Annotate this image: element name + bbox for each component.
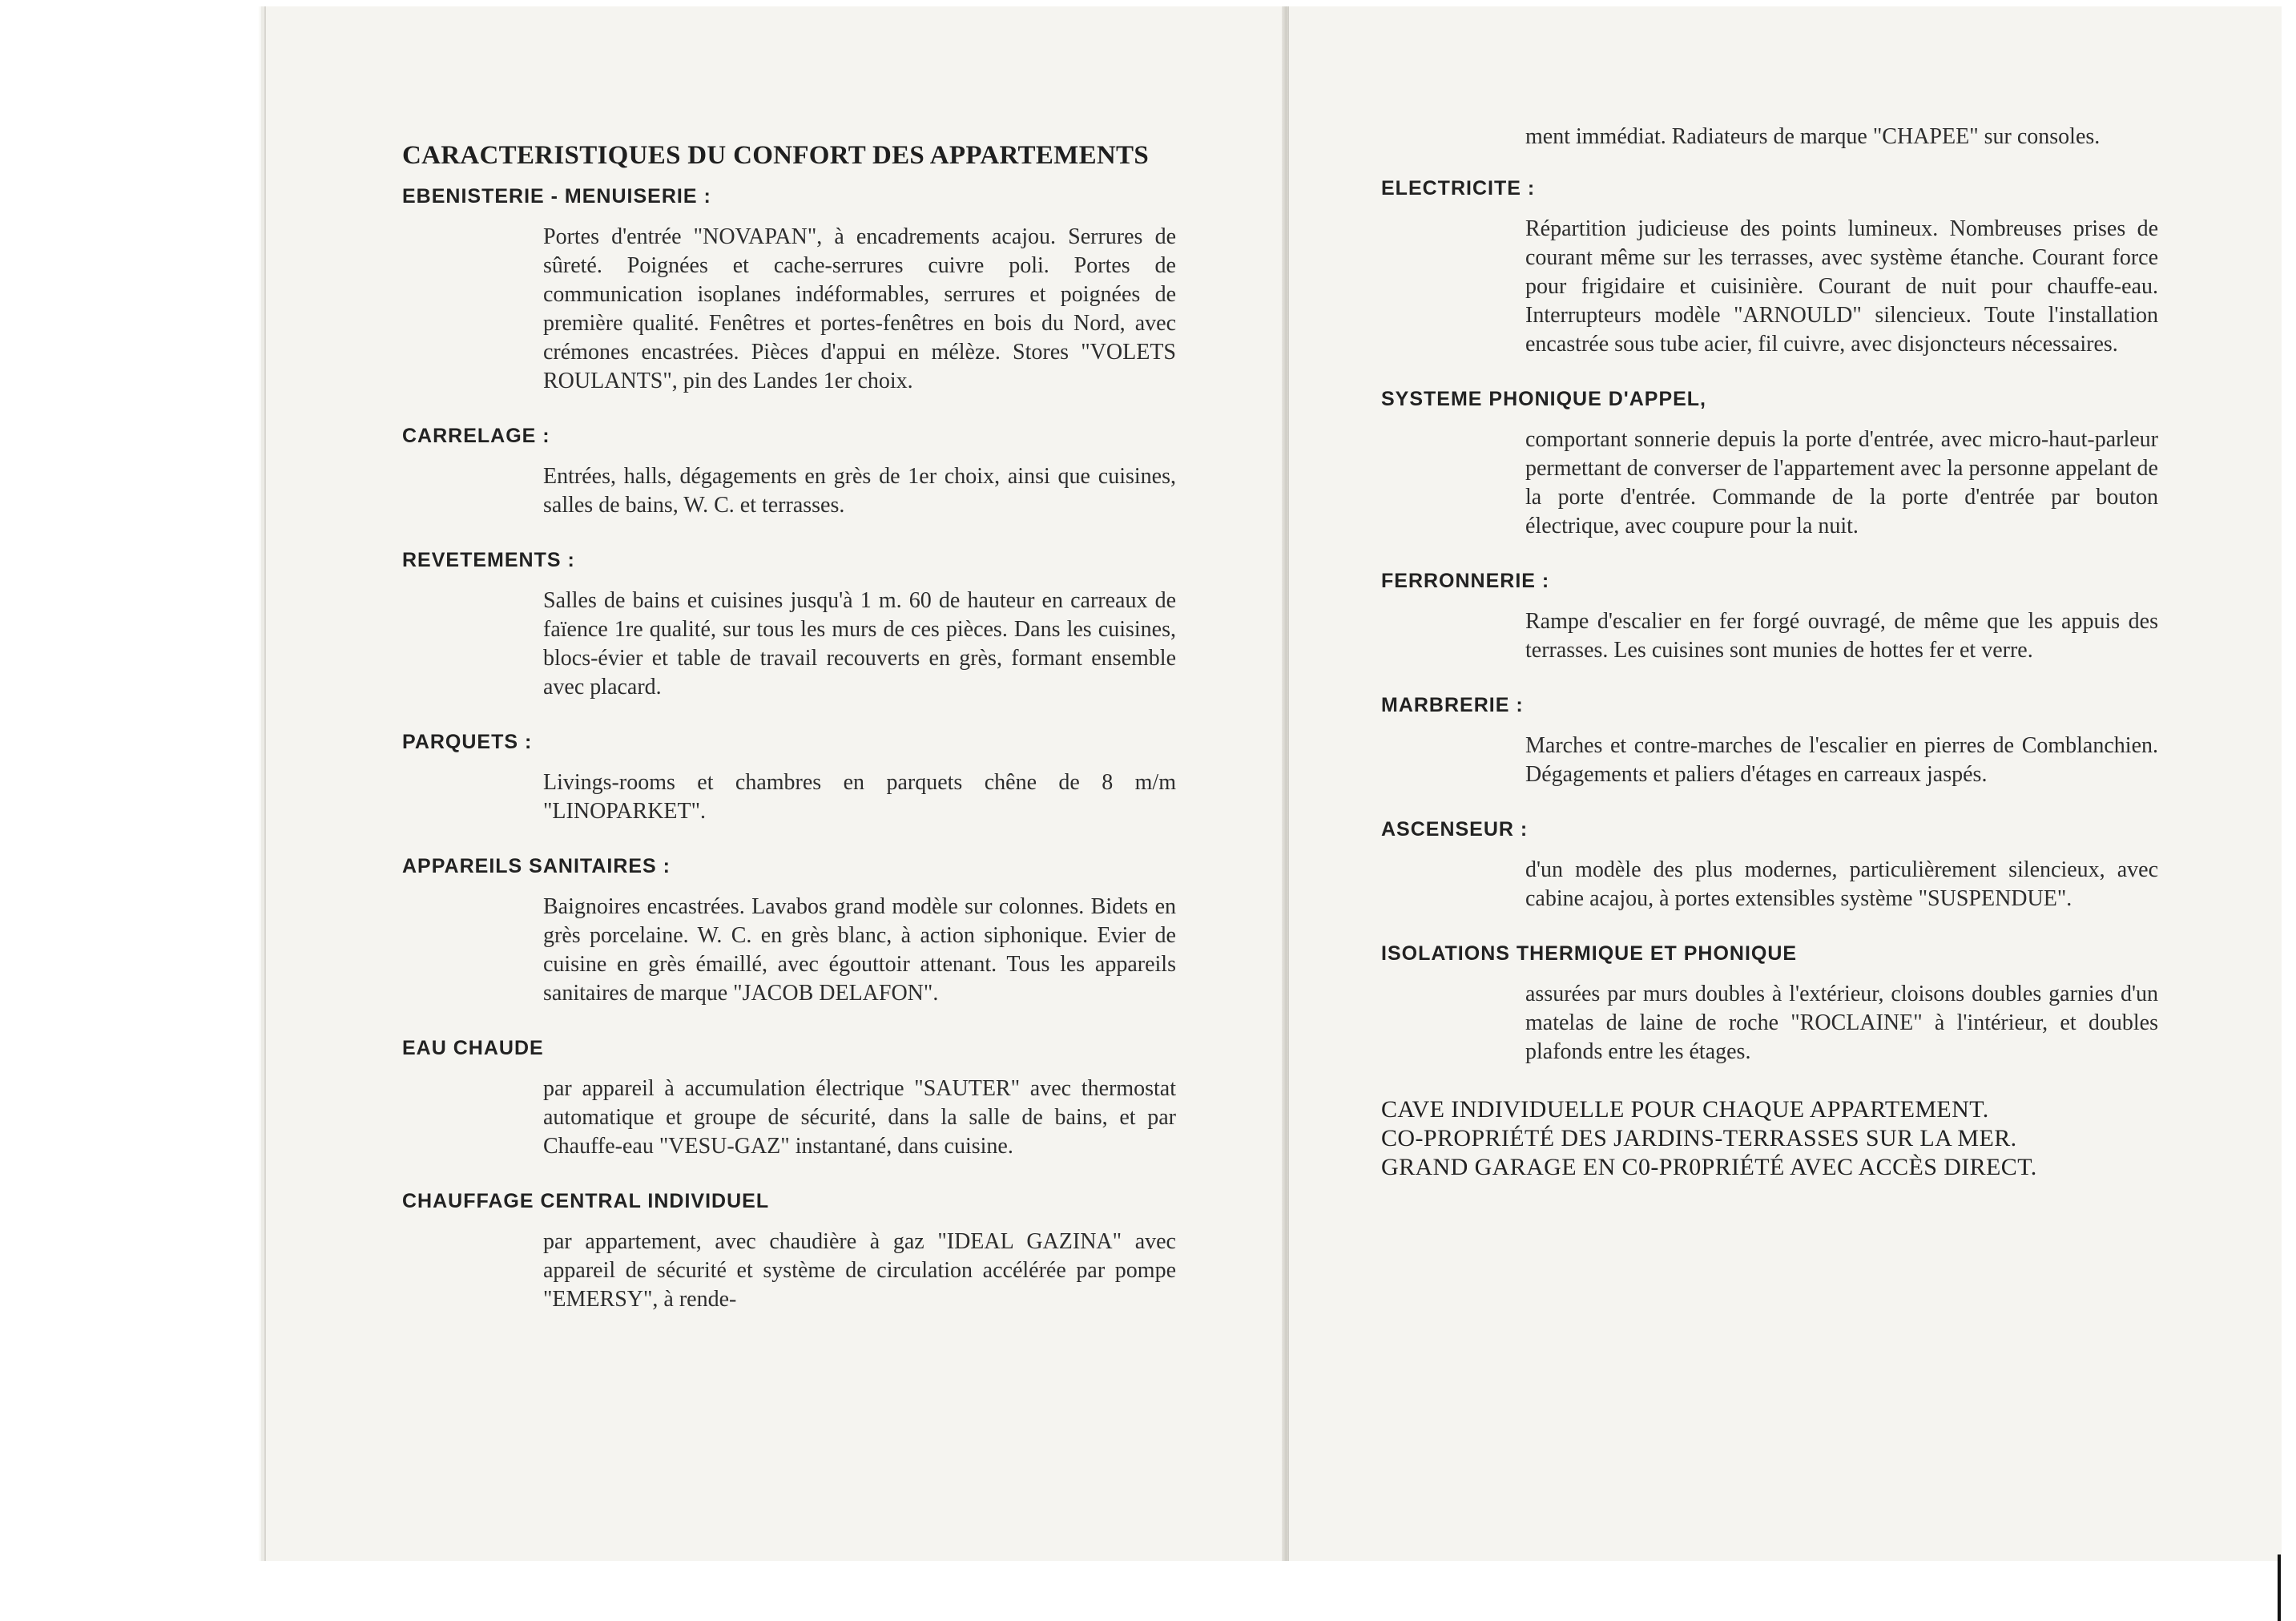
heading-ferronnerie: FERRONNERIE :: [1381, 570, 1550, 592]
page-title: CARACTERISTIQUES DU CONFORT DES APPARTEMENTS: [402, 141, 1149, 170]
page-edge: [258, 6, 264, 1561]
body-revetements: Salles de bains et cuisines jusqu'à 1 m. 60 de hauteur en carreaux de faïence 1re qualité, sur tous les murs de ces pièces. Dans les cuisines, blocs-évier et table de travail recouverts en grès, formant ensemble avec placard.: [543, 588, 1176, 700]
body-eau-chaude: par appareil à accumulation électrique "SAUTER" avec thermostat automatique et groupe de sécurité, dans la salle de bains, et par Chauffe-eau "VESU-GAZ" instantané, dans cuisine.: [543, 1076, 1176, 1159]
heading-marbrerie: MARBRERIE :: [1381, 694, 1524, 716]
body-chauffage-central: par appartement, avec chaudière à gaz "IDEAL GAZINA" avec appareil de sécurité et système de circulation accélérée par pompe "EMERSY", à rende-: [543, 1229, 1176, 1312]
closing-line-cave: CAVE INDIVIDUELLE POUR CHAQUE APPARTEMENT.: [1381, 1096, 1989, 1123]
left-page-content: [402, 135, 1203, 1343]
chauffage-continuation: ment immédiat. Radiateurs de marque "CHAPEE" sur consoles.: [1525, 124, 2101, 149]
body-ebenisterie: Portes d'entrée "NOVAPAN", à encadrements acajou. Serrures de sûreté. Poignées et cache-serrures cuivre poli. Portes de communication isoplanes indéformables, serrures et poignées de première qualité. Fenêtres et portes-fenêtres en bois du Nord, avec crémones encastrées. Pièces d'appui en mélèze. Stores "VOLETS ROULANTS", pin des Landes 1er choix.: [543, 224, 1176, 393]
scan-edge-mark: [2278, 1554, 2281, 1621]
heading-carrelage: CARRELAGE :: [402, 425, 550, 447]
heading-appareils-sanitaires: APPAREILS SANITAIRES :: [402, 855, 671, 877]
left-page: [264, 6, 1286, 1561]
body-carrelage: Entrées, halls, dégagements en grès de 1er choix, ainsi que cuisines, salles de bains, W. C. et terrasses.: [543, 464, 1176, 518]
body-ferronnerie: Rampe d'escalier en fer forgé ouvragé, de même que les appuis des terrasses. Les cuisines sont munies de hottes fer et verre.: [1525, 609, 2158, 663]
body-electricite: Répartition judicieuse des points lumineux. Nombreuses prises de courant même sur les terrasses, avec système étanche. Courant force pour frigidaire et cuisinière. Courant de nuit pour chauffe-eau. Interrupteurs modèle "ARNOULD" silencieux. Toute l'installation encastrée sous tube acier, fil cuivre, avec disjoncteurs nécessaires.: [1525, 216, 2158, 357]
heading-isolations: ISOLATIONS THERMIQUE ET PHONIQUE: [1381, 942, 1798, 965]
heading-revetements: REVETEMENTS :: [402, 549, 575, 571]
body-appareils-sanitaires: Baignoires encastrées. Lavabos grand modèle sur colonnes. Bidets en grès porcelaine. W. C. en grès blanc, à action siphonique. Evier de cuisine en grès émaillé, avec égouttoir attenant. Tous les appareils sanitaires de marque "JACOB DELAFON".: [543, 894, 1176, 1006]
heading-systeme-phonique: SYSTEME PHONIQUE D'APPEL,: [1381, 388, 1707, 410]
body-systeme-phonique: comportant sonnerie depuis la porte d'entrée, avec micro-haut-parleur permettant de converser de l'appartement avec la personne appelant de la porte d'entrée. Commande de la porte d'entrée par bouton électrique, avec coupure pour la nuit.: [1525, 427, 2158, 538]
closing-line-jardins: CO-PROPRIÉTÉ DES JARDINS-TERRASSES SUR LA MER.: [1381, 1125, 2017, 1151]
body-parquets: Livings-rooms et chambres en parquets chêne de 8 m/m "LINOPARKET".: [543, 770, 1176, 824]
heading-chauffage-central: CHAUFFAGE CENTRAL INDIVIDUEL: [402, 1190, 770, 1212]
body-ascenseur: d'un modèle des plus modernes, particulièrement silencieux, avec cabine acajou, à portes extensibles système "SUSPENDUE".: [1525, 857, 2158, 911]
heading-ascenseur: ASCENSEUR :: [1381, 818, 1529, 841]
right-page-content: [1381, 123, 2246, 1182]
heading-ebenisterie: EBENISTERIE - MENUISERIE :: [402, 185, 711, 208]
body-isolations: assurées par murs doubles à l'extérieur, cloisons doubles garnies d'un matelas de laine de roche "ROCLAINE" à l'intérieur, et doubles plafonds entre les étages.: [1525, 982, 2158, 1064]
right-page: [1288, 6, 2282, 1561]
heading-electricite: ELECTRICITE :: [1381, 177, 1536, 200]
body-marbrerie: Marches et contre-marches de l'escalier en pierres de Comblanchien. Dégagements et paliers d'étages en carreaux jaspés.: [1525, 733, 2158, 787]
heading-parquets: PARQUETS :: [402, 731, 533, 753]
closing-line-garage: GRAND GARAGE EN C0-PR0PRIÉTÉ AVEC ACCÈS DIRECT.: [1381, 1154, 2037, 1180]
closing-statements: [1381, 1095, 2162, 1182]
heading-eau-chaude: EAU CHAUDE: [402, 1037, 544, 1059]
